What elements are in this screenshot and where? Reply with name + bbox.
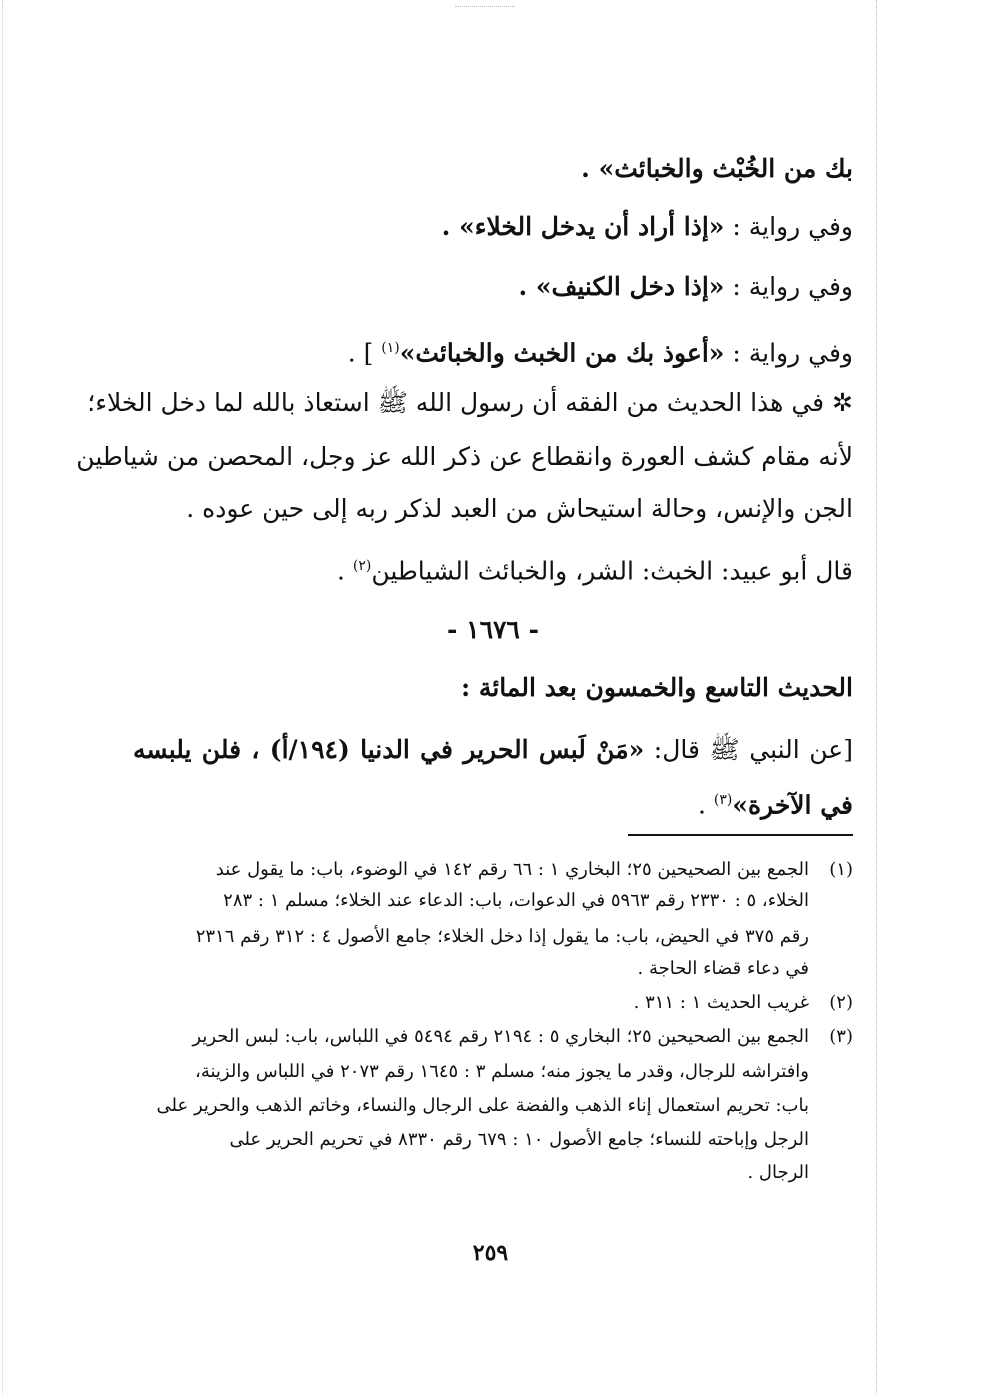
hadith-number: - ١٦٧٦ -	[447, 615, 539, 644]
scan-margin-line	[876, 0, 877, 1394]
footnote-separator	[628, 834, 853, 836]
footnote-ref-1: (١)	[381, 340, 400, 356]
text-line-1: بك من الخُبْث والخبائث» .	[581, 154, 853, 183]
hadith-text-line-2: في الآخرة»$^{(٣)}$ .	[697, 790, 853, 820]
footnote-1-line-4: في دعاء قضاء الحاجة .	[637, 958, 809, 979]
footnote-number: (٣)	[829, 1026, 853, 1047]
section-heading: الحديث التاسع والخمسون بعد المائة :	[461, 673, 853, 702]
footnote-number: (٢)	[829, 992, 853, 1013]
footnote-3-line-3: باب: تحريم استعمال إناء الذهب والفضة على الرجال والنساء، وخاتم الذهب والحرير على	[156, 1095, 809, 1116]
footnote-2: (٢)غريب الحديث ١ : ٣١١ .	[633, 992, 853, 1013]
footnote-3-line-4: الرجل وإباحته للنساء؛ جامع الأصول ١٠ : ٦٧٩ رقم ٨٣٣٠ في تحريم الحرير على	[229, 1129, 809, 1150]
commentary-line-1: ✲ في هذا الحديث من الفقه أن رسول الله ﷺ استعاذ بالله لما دخل الخلاء؛	[87, 388, 853, 417]
footnote-number: (١)	[829, 859, 853, 880]
footnote-1-line-2: الخلاء، ٥ : ٢٣٣٠ رقم ٥٩٦٣ في الدعوات، باب: الدعاء عند الخلاء؛ مسلم ١ : ٢٨٣	[223, 890, 809, 911]
footnote-3: (٣)الجمع بين الصحيحين ٢٥؛ البخاري ٥ : ٢١٩٤ رقم ٥٤٩٤ في اللباس، باب: لبس الحرير	[192, 1026, 853, 1047]
narration-variant-3: وفي رواية : «أعوذ بك من الخبث والخبائث»$^{(١)}$ ] .	[347, 338, 853, 368]
footnote-ref-2: (٢)	[352, 558, 372, 574]
narration-variant-1: وفي رواية : «إذا أراد أن يدخل الخلاء» .	[441, 212, 853, 241]
hadith-text-line-1: [عن النبي ﷺ قال: «مَنْ لَبس الحرير في الدنيا (١٩٤/أ) ، فلن يلبسه	[133, 735, 853, 764]
scan-edge-dots	[455, 6, 515, 7]
footnote-ref-3: (٣)	[713, 792, 733, 808]
commentary-line-2: لأنه مقام كشف العورة وانقطاع عن ذكر الله عز وجل، المحصن من شياطين	[76, 442, 853, 471]
scan-margin-line-left	[2, 0, 3, 1394]
footnote-3-line-2: وافتراشه للرجال، وقدر ما يجوز منه؛ مسلم ٣ : ١٦٤٥ رقم ٢٠٧٣ في اللباس والزينة،	[195, 1061, 809, 1082]
footnote-3-line-5: الرجال .	[747, 1162, 809, 1183]
page-number: ٢٥٩	[472, 1240, 509, 1266]
narration-variant-2: وفي رواية : «إذا دخل الكنيف» .	[518, 272, 853, 301]
commentary-line-3: الجن والإنس، وحالة استيحاش من العبد لذكر ربه إلى حين عوده .	[186, 494, 853, 523]
abu-ubaid-quote: قال أبو عبيد: الخبث: الشر، والخبائث الشياطين$^{(٢)}$ .	[336, 556, 853, 586]
footnote-1: (١)الجمع بين الصحيحين ٢٥؛ البخاري ١ : ٦٦ رقم ١٤٢ في الوضوء، باب: ما يقول عند	[215, 859, 853, 880]
footnote-1-line-3: رقم ٣٧٥ في الحيض، باب: ما يقول إذا دخل الخلاء؛ جامع الأصول ٤ : ٣١٢ رقم ٢٣١٦	[195, 926, 809, 947]
